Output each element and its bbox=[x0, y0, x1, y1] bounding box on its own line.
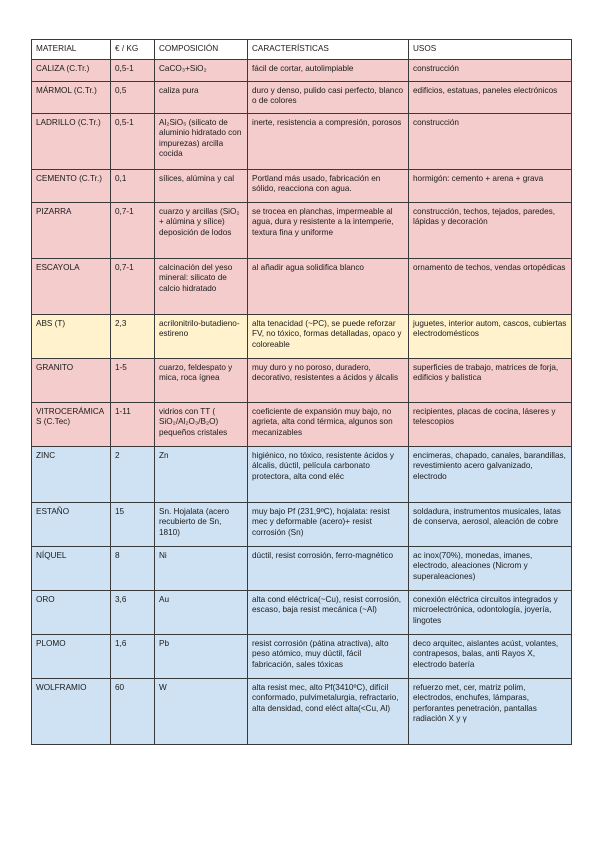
cell-uses: superficies de trabajo, matrices de forja, edificios y balística bbox=[409, 359, 572, 403]
cell-price: 1-5 bbox=[111, 359, 155, 403]
cell-uses: ornamento de techos, vendas ortopédicas bbox=[409, 259, 572, 315]
cell-composition: caliza pura bbox=[155, 82, 248, 114]
cell-uses: encimeras, chapado, canales, barandillas, revestimiento acero galvanizado, electrodo bbox=[409, 447, 572, 503]
cell-material: MÁRMOL (C.Tr.) bbox=[32, 82, 111, 114]
cell-composition: calcinación del yeso mineral: silicato de calcio hidratado bbox=[155, 259, 248, 315]
cell-composition: Pb bbox=[155, 635, 248, 679]
cell-price: 2 bbox=[111, 447, 155, 503]
table-row bbox=[32, 547, 572, 591]
cell-material: ESTAÑO bbox=[32, 503, 111, 547]
cell-price: 0,5 bbox=[111, 82, 155, 114]
materials-table bbox=[31, 39, 572, 745]
table-row bbox=[32, 203, 572, 259]
cell-price: 0,7-1 bbox=[111, 203, 155, 259]
table-row bbox=[32, 447, 572, 503]
header-uses: USOS bbox=[409, 40, 572, 60]
table-row bbox=[32, 114, 572, 170]
cell-characteristics: muy duro y no poroso, duradero, decorativo, resistentes a ácidos y álcalis bbox=[248, 359, 409, 403]
cell-material: ORO bbox=[32, 591, 111, 635]
cell-composition: Sn. Hojalata (acero recubierto de Sn, 1810) bbox=[155, 503, 248, 547]
table-row bbox=[32, 170, 572, 203]
cell-composition: CaCO₃+SiO₂ bbox=[155, 60, 248, 82]
cell-uses: juguetes, interior autom, cascos, cubiertas electrodomésticos bbox=[409, 315, 572, 359]
cell-characteristics: inerte, resistencia a compresión, porosos bbox=[248, 114, 409, 170]
cell-price: 0,7-1 bbox=[111, 259, 155, 315]
cell-uses: deco arquitec, aislantes acúst, volantes, contrapesos, balas, anti Rayos X, electrodo batería bbox=[409, 635, 572, 679]
cell-characteristics: alta cond eléctrica(~Cu), resist corrosión, escaso, baja resist mecánica (~Al) bbox=[248, 591, 409, 635]
cell-characteristics: muy bajo Pf (231,9ºC), hojalata: resist mec y deformable (acero)+ resist corrosión (Sn) bbox=[248, 503, 409, 547]
cell-uses: construcción bbox=[409, 114, 572, 170]
cell-uses: ac inox(70%), monedas, imanes, electrodo, aleaciones (Nicrom y superaleaciones) bbox=[409, 547, 572, 591]
cell-material: CALIZA (C.Tr.) bbox=[32, 60, 111, 82]
cell-uses: edificios, estatuas, paneles electrónicos bbox=[409, 82, 572, 114]
cell-composition: cuarzo y arcillas (SiO₂ + alúmina y sílice) deposición de lodos bbox=[155, 203, 248, 259]
cell-characteristics: higiénico, no tóxico, resistente ácidos y álcalis, dúctil, película carbonato protectora, alta cond eléc bbox=[248, 447, 409, 503]
cell-composition: Au bbox=[155, 591, 248, 635]
cell-characteristics: coeficiente de expansión muy bajo, no agrieta, alta cond térmica, algunos son mecanizables bbox=[248, 403, 409, 447]
cell-price: 0,1 bbox=[111, 170, 155, 203]
header-material: MATERIAL bbox=[32, 40, 111, 60]
header-composition: COMPOSICIÓN bbox=[155, 40, 248, 60]
cell-material: ZINC bbox=[32, 447, 111, 503]
cell-price: 60 bbox=[111, 679, 155, 745]
cell-material: ESCAYOLA bbox=[32, 259, 111, 315]
table-row bbox=[32, 82, 572, 114]
cell-price: 0,5-1 bbox=[111, 114, 155, 170]
cell-composition: Ni bbox=[155, 547, 248, 591]
table-row bbox=[32, 503, 572, 547]
cell-composition: sílices, alúmina y cal bbox=[155, 170, 248, 203]
cell-price: 15 bbox=[111, 503, 155, 547]
cell-characteristics: fácil de cortar, autolimpiable bbox=[248, 60, 409, 82]
cell-characteristics: Portland más usado, fabricación en sólido, reacciona con agua. bbox=[248, 170, 409, 203]
cell-characteristics: resist corrosión (pátina atractiva), alto peso atómico, muy dúctil, fácil fabricación, sales tóxicas bbox=[248, 635, 409, 679]
cell-uses: construcción bbox=[409, 60, 572, 82]
cell-uses: conexión eléctrica circuitos integrados y microelectrónica, odontología, joyería, lingotes bbox=[409, 591, 572, 635]
cell-price: 1,6 bbox=[111, 635, 155, 679]
cell-characteristics: al añadir agua solidifica blanco bbox=[248, 259, 409, 315]
cell-price: 2,3 bbox=[111, 315, 155, 359]
cell-material: LADRILLO (C.Tr.) bbox=[32, 114, 111, 170]
cell-composition: Zn bbox=[155, 447, 248, 503]
cell-material: CEMENTO (C.Tr.) bbox=[32, 170, 111, 203]
cell-characteristics: se trocea en planchas, impermeable al agua, dura y resistente a la intemperie, textura fina y uniforme bbox=[248, 203, 409, 259]
table-row bbox=[32, 259, 572, 315]
cell-composition: cuarzo, feldespato y mica, roca ígnea bbox=[155, 359, 248, 403]
cell-uses: soldadura, instrumentos musicales, latas de conserva, aerosol, aleación de cobre bbox=[409, 503, 572, 547]
cell-price: 1-11 bbox=[111, 403, 155, 447]
cell-uses: refuerzo met, cer, matriz polim, electrodos, enchufes, lámparas, perforantes penetración, pantallas radiación X y γ bbox=[409, 679, 572, 745]
cell-characteristics: dúctil, resist corrosión, ferro-magnético bbox=[248, 547, 409, 591]
table-row bbox=[32, 635, 572, 679]
cell-uses: construcción, techos, tejados, paredes, lápidas y decoración bbox=[409, 203, 572, 259]
cell-price: 8 bbox=[111, 547, 155, 591]
table-row bbox=[32, 679, 572, 745]
header-characteristics: CARACTERÍSTICAS bbox=[248, 40, 409, 60]
cell-characteristics: alta tenacidad (~PC), se puede reforzar FV, no tóxico, formas detalladas, opaco y coloreable bbox=[248, 315, 409, 359]
cell-uses: hormigón: cemento + arena + grava bbox=[409, 170, 572, 203]
table-row bbox=[32, 315, 572, 359]
cell-material: NÍQUEL bbox=[32, 547, 111, 591]
table-row bbox=[32, 359, 572, 403]
cell-characteristics: alta resist mec, alto Pf(3410ºC), difícil conformado, pulvimetalurgia, refractario, alta densidad, cond eléct alta(<Cu, Al) bbox=[248, 679, 409, 745]
cell-material: PIZARRA bbox=[32, 203, 111, 259]
cell-material: VITROCERÁMICAS (C.Tec) bbox=[32, 403, 111, 447]
cell-characteristics: duro y denso, pulido casi perfecto, blanco o de colores bbox=[248, 82, 409, 114]
cell-price: 3,6 bbox=[111, 591, 155, 635]
header-price: € / KG bbox=[111, 40, 155, 60]
cell-material: GRANITO bbox=[32, 359, 111, 403]
cell-material: PLOMO bbox=[32, 635, 111, 679]
table-row bbox=[32, 403, 572, 447]
cell-material: ABS (T) bbox=[32, 315, 111, 359]
cell-composition: W bbox=[155, 679, 248, 745]
cell-price: 0,5-1 bbox=[111, 60, 155, 82]
cell-uses: recipientes, placas de cocina, láseres y telescopios bbox=[409, 403, 572, 447]
header-row bbox=[32, 40, 572, 60]
cell-composition: Al₂SiO₅ (silicato de aluminio hidratado con impurezas) arcilla cocida bbox=[155, 114, 248, 170]
table-row bbox=[32, 591, 572, 635]
cell-composition: acrilonitrilo-butadieno-estireno bbox=[155, 315, 248, 359]
table-row bbox=[32, 60, 572, 82]
cell-composition: vidrios con TT ( SiO₂/Al₂O₃/B₂O) pequeños cristales bbox=[155, 403, 248, 447]
cell-material: WOLFRAMIO bbox=[32, 679, 111, 745]
